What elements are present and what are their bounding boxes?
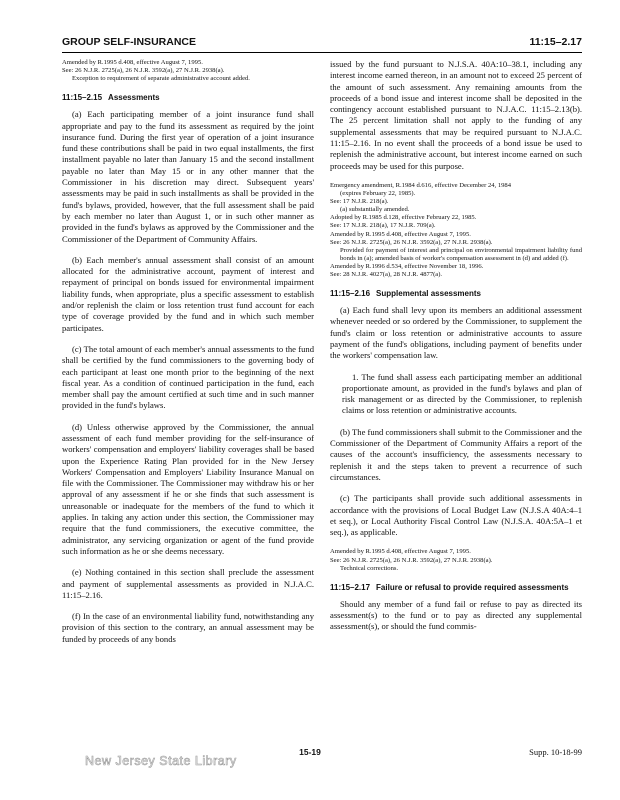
history-note: See: 26 N.J.R. 2725(a), 26 N.J.R. 3592(a), 27 N.J.R. 2938(a). — [330, 238, 493, 246]
left-column — [62, 59, 314, 645]
header-section-range: 11:15–2.17 — [529, 36, 582, 48]
paragraph-c: (c) The total amount of each member's annual assessments to the fund shall be certified by the fund commissioners to the governing body of each participant at least one month prior to the beginning of the next fiscal year. As a condition of continued participation in the fund, each member shall pay the amount certified at such time and in such manner provided in the fund's bylaws. — [62, 343, 314, 411]
history-note: See: 17 N.J.R. 218(a). — [330, 198, 389, 206]
history-note: (expires February 22, 1985). — [340, 190, 416, 198]
paragraph-f-continued: issued by the fund pursuant to N.J.S.A. 40A:10–38.1, including any interest income earned thereon, in an amount not to exceed 25 percent of the amount of such assessment. Any remaining amounts from the proceeds of a bond issue and interest income shall be deposited in the contingency account established pursuant to N.J.A.C. 11:15–2.13(b). The 25 percent limitation shall not apply to the funding of any supplemental assessments that may be required pursuant to N.J.A.C. 11:15–2.16. In no event shall the proceeds of a bond issue be used to replenish the administrative account, but interest income earned on such proceeds may be used for this purpose. — [330, 59, 582, 171]
paragraph-b: (b) The fund commissioners shall submit to the Commissioner and the Commissioner of the Department of Community Affairs a report of the causes of the account's insufficiency, the assessments necessary to replenish it and the steps taken to prevent a recurrence of such circumstances. — [330, 426, 582, 482]
supplement-date: Supp. 10-18-99 — [529, 747, 582, 757]
page-number: 15-19 — [299, 747, 321, 757]
history-note: Technical corrections. — [340, 564, 399, 572]
section-number: 11:15–2.15 — [62, 93, 103, 103]
section-title: Supplemental assessments — [376, 289, 481, 299]
right-column — [330, 59, 582, 633]
paragraph-item-1: 1. The fund shall assess each participating member an additional proportionate amount, as provided in the fund's bylaws and plan of risk management or as directed by the Commissioner, to replenish claims or loss retention or administrative accounts. — [342, 371, 582, 416]
running-header — [62, 36, 582, 50]
history-note: Provided for payment of interest and principal on environmental impairment liability fund bonds in (a); amended basis of worker's compensation assessment in (d) and added (f). — [340, 246, 582, 262]
paragraph-a: (a) Each participating member of a joint insurance fund shall appropriate and pay to the fund its assessment as required by the joint insurance fund. During the first year of operation of a joint insurance fund these contributions shall be paid in two equal installments, the first installment payable no later than January 15 and the second installment payable no later than May 15 or in any other manner that the Commissioner in his discretion may direct. Subsequent years' assessments may be paid in such installments as shall be provided in the fund's bylaws, provided, however, that the full assessment shall be paid by each member no later than August 1, or in such other manner as provided in the fund's bylaws as approved by the Commissioner and the Commissioner of the Department of Community Affairs. — [62, 109, 314, 244]
library-watermark: New Jersey State Library — [85, 754, 237, 768]
history-note: (a) substantially amended. — [340, 206, 410, 214]
history-note: See: 26 N.J.R. 2725(a), 26 N.J.R. 3592(a), 27 N.J.R. 2938(a). — [62, 67, 225, 75]
paragraph-1: Should any member of a fund fail or refuse to pay as directed its assessment(s) to the fund or to pay as directed any supplemental assessment(s), or should the fund commis- — [330, 598, 582, 632]
paragraph-c: (c) The participants shall provide such additional assessments in accordance with the provisions of Local Budget Law (N.J.S.A 40A:4–1 et seq.), or Local Authority Fiscal Control Law (N.J.S.A. 40A:5A–1 et seq.), as applicable. — [330, 493, 582, 538]
history-note: Exception to requirement of separate administrative account added. — [72, 75, 250, 83]
header-title: GROUP SELF-INSURANCE — [62, 36, 196, 48]
history-note: Emergency amendment, R.1984 d.616, effective December 24, 1984 — [330, 181, 512, 189]
history-note: Amended by R.1995 d.408, effective August 7, 1995. — [62, 59, 203, 66]
history-note: See: 28 N.J.R. 4027(a), 28 N.J.R. 4877(a). — [330, 271, 443, 278]
history-note: See: 17 N.J.R. 218(a), 17 N.J.R. 709(a). — [330, 222, 436, 230]
section-heading-2-15 — [62, 93, 314, 103]
paragraph-b: (b) Each member's annual assessment shall consist of an amount allocated for the administrative account, payment of interest and repayment of principal on bonds issued for environmental impairment liability funds, when appropriate, plus a specific assessment to establish and/or replenish the claim or loss retention trust fund account for each type of coverage provided by the fund and in which such member participates. — [62, 254, 314, 333]
section-number: 11:15–2.16 — [330, 289, 371, 299]
history-note: Amended by R.1995 d.408, effective August 7, 1995. — [330, 230, 471, 238]
paragraph-a: (a) Each fund shall levy upon its members an additional assessment whenever needed or so ordered by the Commissioner, to supplement the fund's claim or loss retention or administrative accounts to assure payment of the fund's obligations, including payment of benefits under the workers' compensation law. — [330, 305, 582, 361]
section-heading-2-16 — [330, 289, 582, 299]
history-note: Adopted by R.1985 d.128, effective February 22, 1985. — [330, 214, 477, 222]
history-note: Amended by R.1995 d.408, effective August 7, 1995. — [330, 548, 471, 556]
section-number: 11:15–2.17 — [330, 582, 371, 592]
history-note: Amended by R.1996 d.534, effective November 18, 1996. — [330, 262, 484, 270]
header-rule — [62, 52, 582, 53]
history-note: See: 26 N.J.R. 2725(a), 26 N.J.R. 3592(a), 27 N.J.R. 2938(a). — [330, 556, 493, 564]
paragraph-e: (e) Nothing contained in this section shall preclude the assessment and payment of supplemental assessments as provided in N.J.A.C. 11:15–2.16. — [62, 567, 314, 600]
paragraph-f: (f) In the case of an environmental liability fund, notwithstanding any provision of this section to the contrary, an annual assessment may be funded by proceeds of any bonds — [62, 611, 314, 644]
section-title: Assessments — [108, 93, 160, 103]
section-title: Failure or refusal to provide required assessments — [376, 582, 569, 592]
section-heading-2-17 — [330, 583, 582, 593]
paragraph-d: (d) Unless otherwise approved by the Commissioner, the annual assessment of each fund member providing for the self-insurance of workers' compensation and employers' liability coverages shall be based upon the Experience Rating Plan provided for in the New Jersey Workers' Compensation and Employers' Liability Insurance Manual on file with the Commissioner. The Commissioner may withdraw his or her approval of any assessment if he or she finds that such assessment is unreasonable or inadequate for the members of the fund to which it applies. In taking any action under this section, the Commissioner may require that the fund commissioners, the executive committee, the administrator, any servicing organization or agent of the fund provide such information as he or she deems necessary. — [62, 421, 314, 556]
